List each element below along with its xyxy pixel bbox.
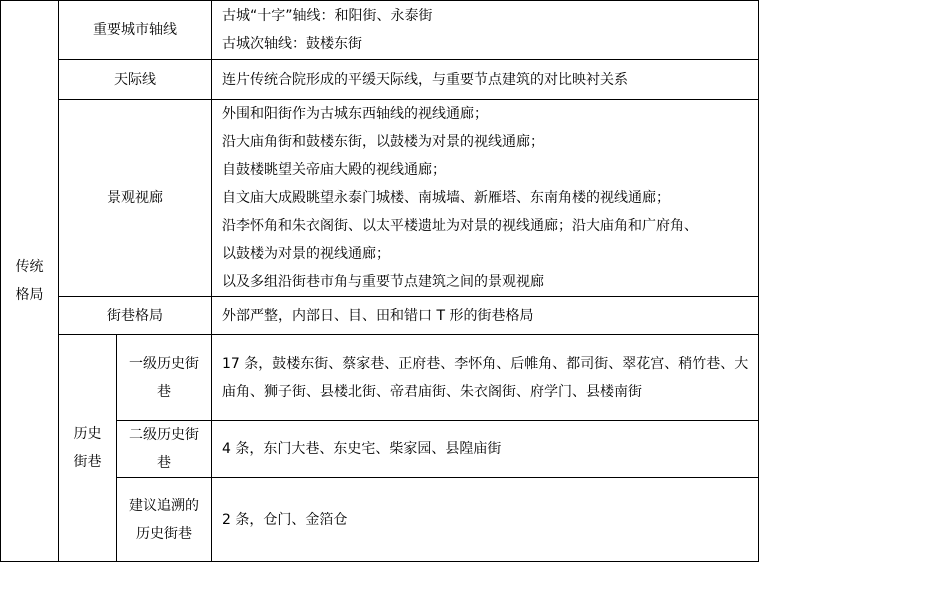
- street-pattern-content-cell: [212, 297, 759, 335]
- view-corridor-line: 自鼓楼眺望关帝庙大殿的视线通廊；: [222, 162, 446, 178]
- street-pattern-label-cell: [59, 297, 212, 335]
- view-corridor-line: 以鼓楼为对景的视线通廊；: [222, 246, 390, 262]
- skyline-content-cell: [212, 60, 759, 100]
- table-row: [1, 297, 759, 335]
- table-row: [1, 1, 759, 60]
- level1-content-cell: [212, 335, 759, 421]
- view-corridor-content-cell: [212, 100, 759, 297]
- level1-text: 17 条，鼓楼东街、蔡家巷、正府巷、李怀角、后帷角、都司街、翠花宫、稍竹巷、大庙角、狮子街、县楼北街、帝君庙街、朱衣阁街、府学门、县楼南街: [222, 355, 749, 400]
- level2-label-cell: [117, 421, 212, 478]
- view-corridor-line: 沿李怀角和朱衣阁街、以太平楼遗址为对景的视线通廊；沿大庙角和广府角、: [222, 218, 698, 234]
- skyline-text: 连片传统合院形成的平缓天际线，与重要节点建筑的对比映衬关系: [222, 71, 628, 88]
- level1-label: 一级历史街巷: [129, 355, 199, 400]
- table-row: [1, 335, 759, 421]
- street-pattern-text: 外部严整，内部日、目、田和错口 T 形的街巷格局: [222, 307, 534, 324]
- axis-label-cell: [59, 1, 212, 60]
- level1-label-cell: [117, 335, 212, 421]
- axis-content-cell: [212, 1, 759, 60]
- view-corridor-line: 自文庙大成殿眺望永泰门城楼、南城墙、新雁塔、东南角楼的视线通廊；: [222, 190, 670, 206]
- proposed-content-cell: [212, 478, 759, 562]
- historic-streets-label: 历史街巷: [73, 426, 102, 470]
- skyline-label-cell: [59, 60, 212, 100]
- level2-label: 二级历史街巷: [129, 427, 199, 471]
- view-corridor-line: 外围和阳街作为古城东西轴线的视线通廊；: [222, 106, 488, 122]
- level2-text: 4 条，东门大巷、东史宅、柴家园、县隍庙街: [222, 441, 502, 457]
- view-corridor-line: 沿大庙角街和鼓楼东街，以鼓楼为对景的视线通廊；: [222, 134, 544, 150]
- category-label: 传统格局: [15, 259, 44, 303]
- proposed-label: 建议追溯的历史街巷: [129, 497, 199, 542]
- proposed-label-cell: [117, 478, 212, 562]
- level2-content-cell: [212, 421, 759, 478]
- proposed-text: 2 条，仓门、金箔仓: [222, 511, 348, 528]
- axis-label: 重要城市轴线: [93, 22, 177, 38]
- axis-line: 古城次轴线：鼓楼东街: [222, 36, 362, 52]
- axis-line: 古城“十字”轴线：和阳街、永泰街: [222, 8, 433, 24]
- street-pattern-label: 街巷格局: [107, 307, 163, 324]
- table-row: [1, 60, 759, 100]
- table-row: [1, 100, 759, 297]
- view-corridor-label: 景观视廊: [107, 190, 163, 206]
- historic-streets-label-cell: [59, 335, 117, 562]
- skyline-label: 天际线: [114, 71, 156, 88]
- view-corridor-label-cell: [59, 100, 212, 297]
- category-cell: [1, 1, 59, 562]
- view-corridor-line: 以及多组沿街巷市角与重要节点建筑之间的景观视廊: [222, 274, 544, 290]
